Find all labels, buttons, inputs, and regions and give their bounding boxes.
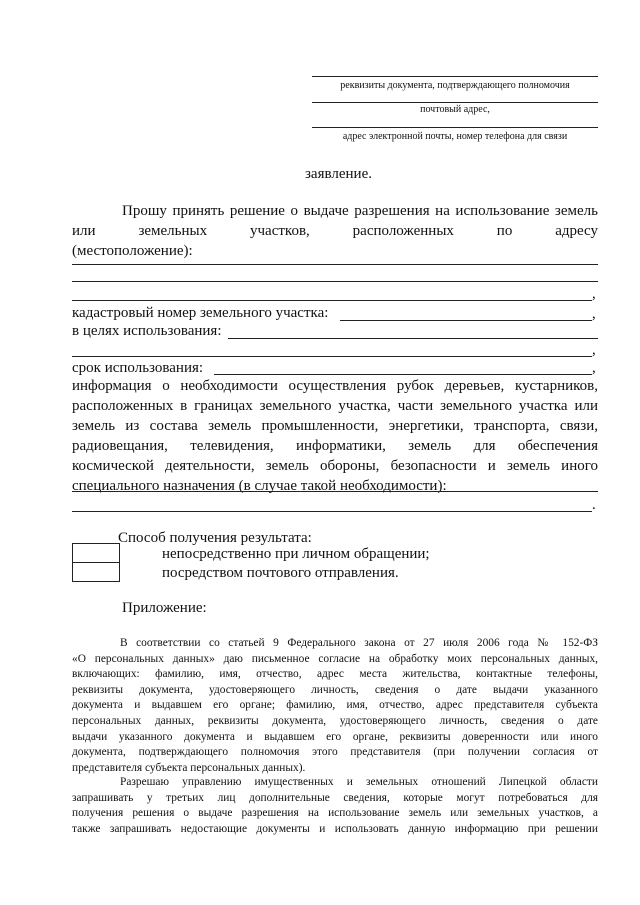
contacts-caption: адрес электронной почты, номер телефона для связи [342,131,568,142]
requisites-line [312,76,598,77]
contacts-line [312,127,598,128]
purpose-input-line[interactable] [228,338,598,339]
address-line [72,300,592,301]
consent-line: запрашивать у третьих лиц дополнительные сведения, которые могут потребоваться для [72,791,598,804]
consent-line: «О персональных данных» даю письменное согласие на обработку моих персональных данных, [72,652,598,665]
felling-dot: . [592,497,596,513]
option-post-label: посредством почтового отправления. [162,565,399,581]
attachment-label: Приложение: [122,600,207,616]
option-post-checkbox[interactable] [72,562,120,582]
request-line: (местоположение): [72,243,193,259]
consent-line: документа и выдавшем его органе; фамилию, имя, отчество, адрес представителя субъекта [72,699,598,712]
requisites-caption: реквизиты документа, подтверждающего полномочия [340,80,570,91]
consent-line: выдачи указанного документа и выдавшем его органе, реквизиты доверенности или иного [72,730,598,743]
purpose-comma: , [592,342,596,358]
felling-input-line[interactable] [72,491,598,492]
consent-line: также запрашивать недостающие документы и использовать данную информацию при решении [72,822,598,835]
postal-line [312,102,598,103]
postal-caption: почтовый адрес, [420,104,490,115]
term-comma: , [592,360,596,376]
felling-line: земель из состава земель промышленности, энергетики, транспорта, связи, [72,418,598,434]
address-line [72,264,598,265]
purpose-label: в целях использования: [72,323,222,339]
consent-line: документа, подтверждающего полномочия этого представителя (при получении согласия от [72,746,598,759]
request-line: или земельных участков, расположенных по адресу [72,223,598,239]
felling-info-paragraph [72,376,598,496]
term-label: срок использования: [72,360,204,376]
document-title: заявление. [305,166,372,182]
consent-line: представителя субъекта персональных данных). [72,761,306,774]
consent-line: реквизиты документа, удостоверяющего личность, сведения о дате выдачи указанного [72,683,598,696]
option-personal-label: непосредственно при личном обращении; [162,546,430,562]
consent-line: получения решения о выдаче разрешения на использование земель или земельных участков, а [72,807,598,820]
cadastral-input-line[interactable] [340,320,592,321]
felling-line: информация о необходимости осуществления рубок деревьев, кустарников, [72,378,598,394]
consent-line: включающих: фамилию, имя, отчество, адрес места жительства, контактные телефоны, [72,668,598,681]
felling-line: специального назначения (в случае такой необходимости): [72,478,447,494]
felling-line: космической деятельности, земель обороны, безопасности и земель иного [72,458,598,474]
purpose-input-line-2[interactable] [72,356,592,357]
term-input-line[interactable] [214,374,592,375]
result-method-heading: Способ получения результата: [118,530,312,546]
cadastral-label: кадастровый номер земельного участка: [72,305,329,321]
address-comma: , [592,286,596,302]
felling-input-line-2[interactable] [72,511,592,512]
request-paragraph [72,201,598,261]
consent-paragraph-2 [72,775,598,837]
consent-line: персональных данных, реквизиты документа, удостоверяющего личность, сведения о дате [72,714,598,727]
request-line: Прошу принять решение о выдаче разрешения на использование земель [122,203,598,219]
option-personal-checkbox[interactable] [72,543,120,563]
felling-line: радиовещания, телевидения, информатики, земель для обеспечения [72,438,598,454]
consent-line: В соответствии со статьей 9 Федерального закона от 27 июля 2006 года № 152-ФЗ [120,637,598,649]
consent-paragraph-1 [72,636,598,776]
cadastral-comma: , [592,306,596,322]
felling-line: расположенных в границах земельного участка, части земельного участка или [72,398,598,414]
consent-line: Разрешаю управлению имущественных и земельных отношений Липецкой области [120,776,598,788]
address-line [72,281,598,282]
